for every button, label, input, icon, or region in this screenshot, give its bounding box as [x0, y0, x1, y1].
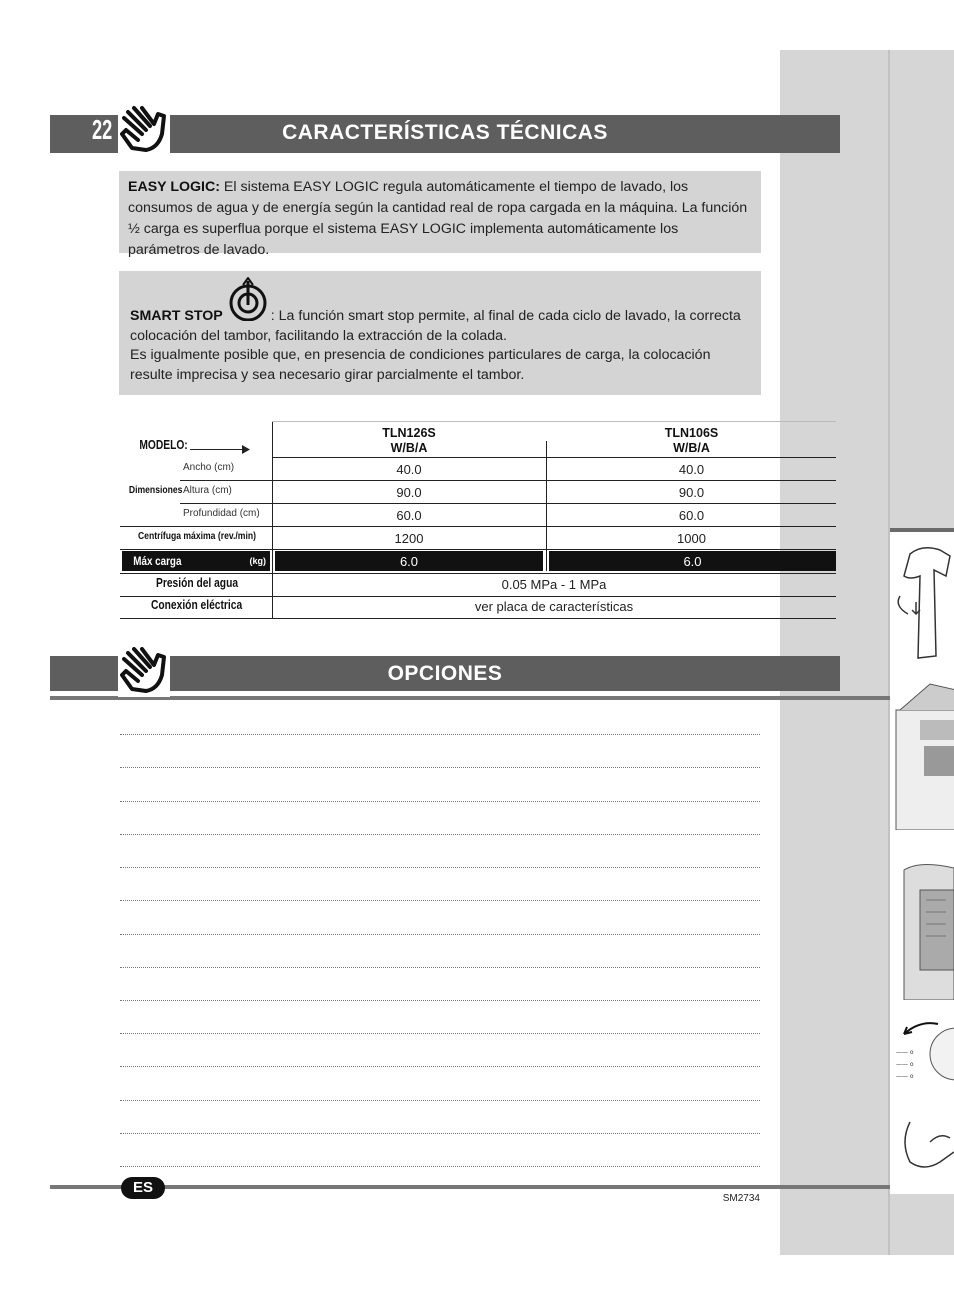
footer-bar: [50, 1185, 890, 1189]
easy-logic-box: [119, 171, 761, 258]
note-line: [120, 801, 760, 802]
max-load-label-cell: [122, 551, 270, 571]
note-line: [120, 1000, 760, 1001]
model-arrow-line: [190, 449, 246, 450]
row-line: [180, 503, 836, 504]
model-2-header: [547, 426, 836, 456]
row-line: [272, 457, 836, 458]
smart-stop-box: [119, 271, 761, 395]
note-line: [120, 1100, 760, 1101]
depth-value-1: 60.0: [396, 508, 422, 523]
svg-text:—— o: —— o: [896, 1061, 914, 1068]
dimensions-label: Dimensiones: [128, 484, 183, 496]
easy-logic-label: EASY LOGIC:: [128, 179, 220, 195]
smart-stop-label: SMART STOP: [130, 308, 223, 324]
row-line: [120, 526, 836, 527]
hand-icon: [118, 645, 170, 697]
max-load-value-1: 6.0: [399, 554, 419, 569]
smart-stop-paragraph: [130, 307, 752, 385]
model-label: MODELO:: [139, 438, 188, 452]
table-top-line: [272, 421, 836, 422]
depth-label: Profundidad (cm): [183, 508, 260, 519]
electrical-value: ver placa de características: [474, 599, 634, 614]
water-pressure-value: 0.05 MPa - 1 MPa: [501, 577, 607, 592]
width-value-2: 40.0: [678, 462, 705, 477]
table-col-divider: [546, 441, 547, 571]
model-1-variant: W/B/A: [390, 441, 428, 455]
note-line: [120, 834, 760, 835]
note-line: [120, 1033, 760, 1034]
model-1-name: TLN126S: [382, 426, 436, 440]
note-line: [120, 934, 760, 935]
height-value-1: 90.0: [396, 485, 422, 500]
depth-value-2: 60.0: [678, 508, 705, 523]
page-number: 22: [92, 114, 113, 145]
height-value-2: 90.0: [678, 485, 705, 500]
note-line: [120, 967, 760, 968]
water-pressure-label: Presión del agua: [155, 576, 239, 590]
max-load-label: Máx carga: [133, 554, 182, 568]
shirt-illustration-icon: [890, 536, 954, 676]
spin-label: Centrífuga máxima (rev./min): [137, 530, 257, 542]
max-load-unit: (kg): [249, 556, 266, 566]
options-title: OPCIONES: [387, 662, 503, 685]
washer-drum-illustration-icon: [890, 860, 954, 1000]
smart-stop-text-2: Es igualmente posible que, en presencia de condiciones particulares de carga, la colocación resulte imprecisa y sea necesario girar parcialmente el tambor.: [130, 347, 711, 383]
row-line: [120, 596, 836, 597]
width-value-1: 40.0: [396, 462, 422, 477]
max-load-value-2: 6.0: [683, 554, 702, 569]
control-dial-illustration-icon: [890, 1004, 954, 1094]
document-code: SM2734: [722, 1193, 760, 1204]
easy-logic-text: El sistema EASY LOGIC regula automáticamente el tiempo de lavado, los consumos de agua y de energía según la cantidad real de ropa cargada en la máquina. La función ½ carga es superflua porque el sistema EASY LOGIC implementa automáticamente los parámetros de lavado.: [128, 179, 748, 258]
row-line: [120, 618, 836, 619]
note-line: [120, 1133, 760, 1134]
row-line: [120, 573, 836, 574]
smart-stop-text: : La función smart stop permite, al final de cada ciclo de lavado, la correcta colocación del tambor, facilitando la extracción de la colada.: [130, 308, 741, 344]
hand-button-illustration-icon: [890, 1102, 954, 1192]
options-header-underline: [50, 696, 890, 700]
width-label: Ancho (cm): [183, 462, 235, 473]
height-label: Altura (cm): [183, 485, 232, 496]
note-line: [120, 1166, 760, 1167]
arrow-right-icon: [242, 445, 250, 454]
note-line: [120, 734, 760, 735]
electrical-label: Conexión eléctrica: [151, 598, 243, 612]
spec-table: [120, 421, 836, 619]
note-line: [120, 767, 760, 768]
specs-title: CARACTERÍSTICAS TÉCNICAS: [282, 121, 608, 144]
spin-value-1: 1200: [394, 531, 424, 546]
row-line: [120, 549, 836, 550]
washer-open-illustration-icon: [890, 680, 954, 830]
note-line: [120, 867, 760, 868]
svg-text:—— o: —— o: [896, 1073, 914, 1080]
svg-text:—— o: —— o: [896, 1049, 914, 1056]
model-2-variant: W/B/A: [673, 441, 710, 455]
max-load-cell-2: [549, 551, 836, 571]
note-line: [120, 900, 760, 901]
note-line: [120, 1066, 760, 1067]
hand-icon: [118, 104, 170, 156]
spin-value-2: 1000: [677, 531, 706, 546]
model-2-name: TLN106S: [664, 426, 719, 440]
model-1-header: [272, 426, 546, 456]
row-line: [180, 480, 836, 481]
easy-logic-paragraph: [119, 171, 761, 261]
language-badge: ES: [121, 1177, 165, 1199]
max-load-cell-1: [275, 551, 543, 571]
side-illustrations: [890, 528, 954, 1194]
